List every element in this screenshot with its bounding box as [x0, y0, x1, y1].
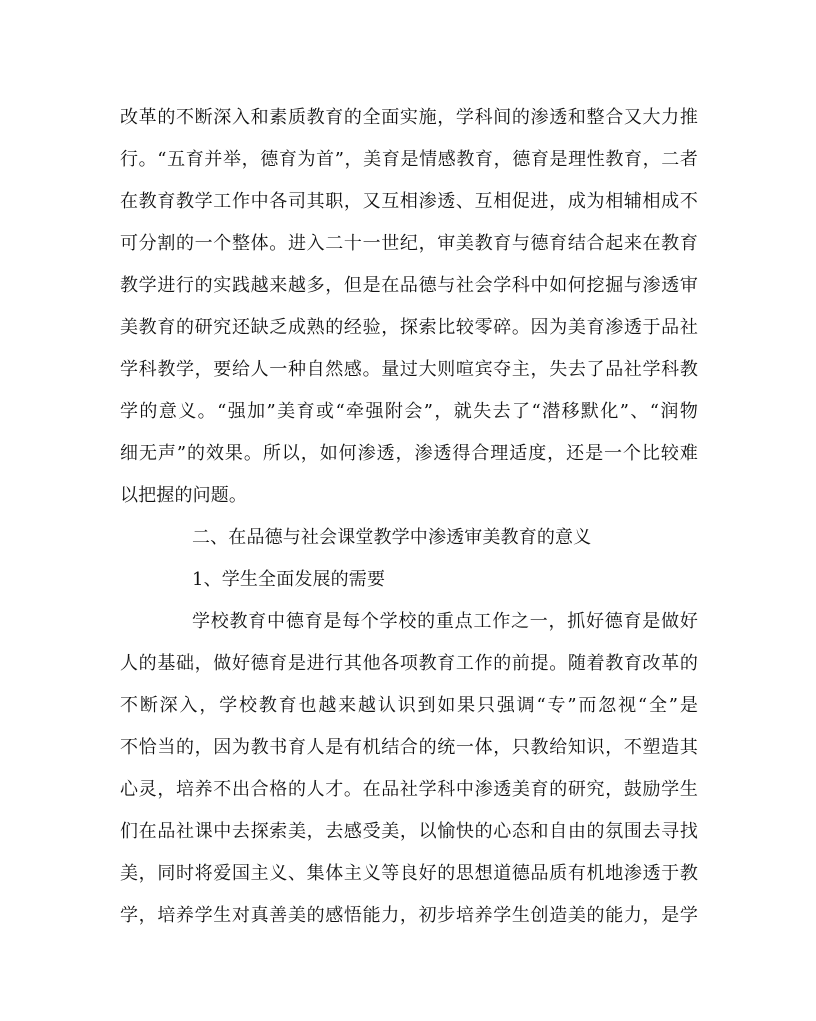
paragraph-line: 学的意义。“强加”美育或“牵强附会”，就失去了“潜移默化”、“润物 — [120, 401, 698, 422]
paragraph-line: 不断深入，学校教育也越来越认识到如果只强调“专”而忽视“全”是 — [120, 695, 698, 716]
subsection-heading: 1、学生全面发展的需要 — [192, 569, 386, 590]
paragraph-line: 改革的不断深入和素质教育的全面实施，学科间的渗透和整合又大力推 — [120, 107, 698, 128]
paragraph-line: 教学进行的实践越来越多，但是在品德与社会学科中如何挖掘与渗透审 — [120, 275, 698, 296]
paragraph-line-last: 以把握的问题。 — [120, 485, 248, 506]
paragraph-line: 不恰当的，因为教书育人是有机结合的统一体，只教给知识，不塑造其 — [120, 737, 698, 758]
paragraph-line: 美教育的研究还缺乏成熟的经验，探索比较零碎。因为美育渗透于品社 — [120, 317, 698, 338]
paragraph-line: 心灵，培养不出合格的人才。在品社学科中渗透美育的研究，鼓励学生 — [120, 779, 698, 800]
paragraph-line-first: 学校教育中德育是每个学校的重点工作之一，抓好德育是做好 — [192, 611, 698, 632]
paragraph-line: 可分割的一个整体。进入二十一世纪，审美教育与德育结合起来在教育 — [120, 233, 698, 254]
paragraph-line: 细无声”的效果。所以，如何渗透，渗透得合理适度，还是一个比较难 — [120, 443, 698, 464]
paragraph-line: 人的基础，做好德育是进行其他各项教育工作的前提。随着教育改革的 — [120, 653, 698, 674]
paragraph-line: 学，培养学生对真善美的感悟能力，初步培养学生创造美的能力，是学 — [120, 905, 698, 926]
section-heading: 二、在品德与社会课堂教学中渗透审美教育的意义 — [192, 527, 592, 548]
paragraph-line: 学科教学，要给人一种自然感。量过大则喧宾夺主，失去了品社学科教 — [120, 359, 698, 380]
paragraph-line: 行。“五育并举，德育为首”，美育是情感教育，德育是理性教育，二者 — [120, 149, 698, 170]
paragraph-line: 们在品社课中去探索美，去感受美，以愉快的心态和自由的氛围去寻找 — [120, 821, 698, 842]
paragraph-line: 美，同时将爱国主义、集体主义等良好的思想道德品质有机地渗透于教 — [120, 863, 698, 884]
paragraph-line: 在教育教学工作中各司其职，又互相渗透、互相促进，成为相辅相成不 — [120, 191, 698, 212]
